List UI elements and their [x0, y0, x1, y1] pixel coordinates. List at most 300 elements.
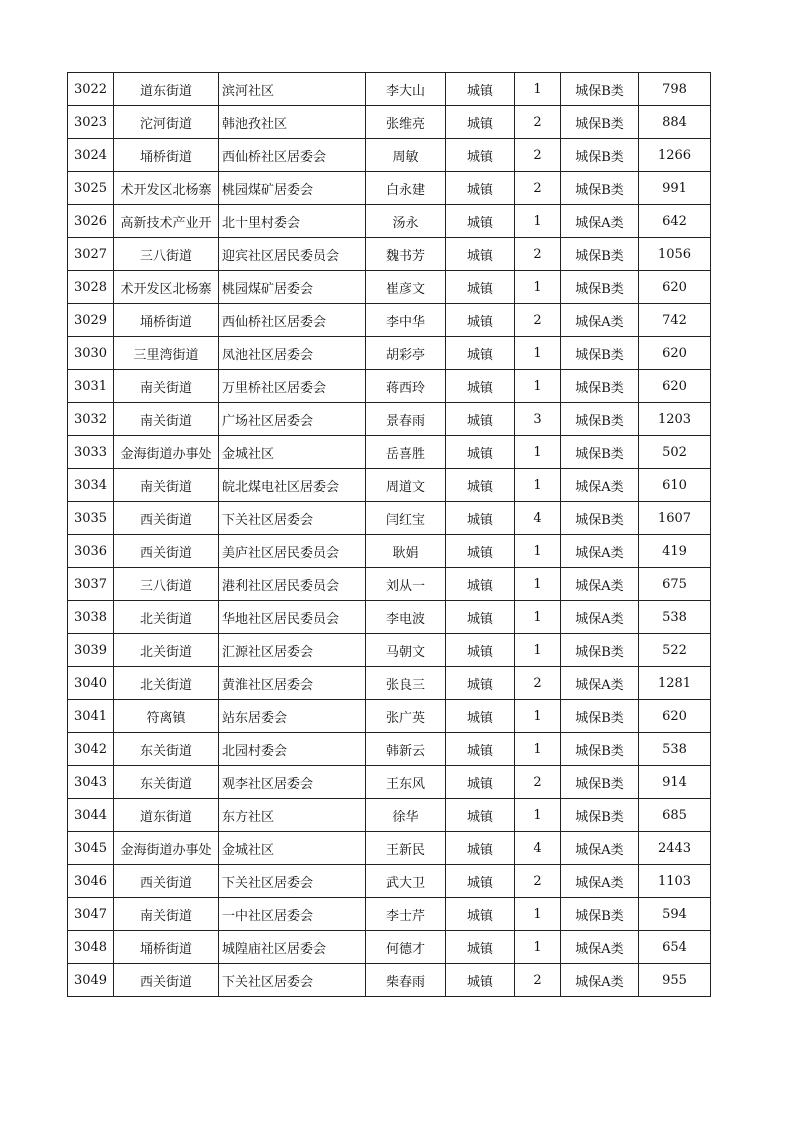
cell-area-type: [446, 535, 515, 568]
cell-area-type-text: 城镇: [466, 512, 493, 528]
cell-street-office-text: 高新技术产业开: [120, 215, 212, 231]
cell-area-type: [446, 832, 515, 865]
cell-street-office-text: 术开发区北杨寨: [120, 281, 212, 297]
cell-area-type: [446, 172, 515, 205]
cell-area-type: [446, 337, 515, 370]
cell-insurance-category: [561, 832, 639, 865]
cell-community-text: 迎宾社区居民委员会: [222, 248, 340, 264]
cell-community: [219, 337, 366, 370]
cell-serial-number-text: 3038: [73, 609, 108, 625]
cell-insurance-category-text: 城保B类: [575, 743, 624, 759]
cell-community: [219, 733, 366, 766]
cell-amount: [639, 766, 711, 799]
cell-household-count-text: 1: [533, 213, 542, 229]
cell-community-text: 汇源社区居委会: [222, 644, 314, 660]
cell-area-type: [446, 106, 515, 139]
cell-person-name-text: 闫红宝: [385, 512, 425, 528]
cell-amount: [639, 700, 711, 733]
cell-area-type: [446, 304, 515, 337]
cell-insurance-category: [561, 139, 639, 172]
cell-street-office-text: 北关街道: [139, 644, 192, 660]
cell-amount: [639, 469, 711, 502]
cell-insurance-category-text: 城保A类: [575, 677, 624, 693]
cell-insurance-category: [561, 106, 639, 139]
cell-street-office-text: 南关街道: [139, 479, 192, 495]
table-row: [68, 898, 711, 931]
cell-insurance-category: [561, 865, 639, 898]
cell-amount-text: 538: [662, 741, 687, 757]
cell-amount-text: 1056: [657, 246, 692, 262]
cell-person-name: [366, 634, 446, 667]
cell-insurance-category-text: 城保A类: [575, 215, 624, 231]
cell-serial-number-text: 3035: [73, 510, 108, 526]
cell-amount-text: 1281: [657, 675, 692, 691]
table-row: [68, 502, 711, 535]
cell-amount: [639, 832, 711, 865]
cell-household-count: [515, 370, 561, 403]
cell-person-name: [366, 535, 446, 568]
cell-amount: [639, 337, 711, 370]
cell-household-count-text: 2: [533, 147, 542, 163]
cell-serial-number: [68, 865, 114, 898]
table-row: [68, 403, 711, 436]
cell-serial-number: [68, 73, 114, 106]
cell-person-name-text: 马朝文: [385, 644, 425, 660]
cell-serial-number: [68, 403, 114, 436]
cell-insurance-category-text: 城保B类: [575, 149, 624, 165]
cell-area-type-text: 城镇: [466, 380, 493, 396]
cell-street-office-text: 金海街道办事处: [120, 842, 212, 858]
cell-area-type-text: 城镇: [466, 677, 493, 693]
cell-community-text: 美庐社区居民委员会: [222, 545, 340, 561]
cell-street-office-text: 东关街道: [139, 743, 192, 759]
cell-person-name-text: 何德才: [385, 941, 425, 957]
cell-person-name: [366, 667, 446, 700]
cell-household-count: [515, 304, 561, 337]
cell-community: [219, 205, 366, 238]
cell-serial-number: [68, 370, 114, 403]
table-row: [68, 535, 711, 568]
cell-serial-number: [68, 634, 114, 667]
cell-insurance-category: [561, 568, 639, 601]
cell-community: [219, 139, 366, 172]
cell-community-text: 皖北煤电社区居委会: [222, 479, 340, 495]
cell-street-office: [114, 370, 219, 403]
cell-area-type: [446, 469, 515, 502]
cell-household-count-text: 2: [533, 675, 542, 691]
cell-person-name-text: 王东风: [385, 776, 425, 792]
cell-street-office: [114, 403, 219, 436]
cell-person-name-text: 李电波: [385, 611, 425, 627]
cell-community-text: 站东居委会: [222, 710, 288, 726]
cell-area-type-text: 城镇: [466, 314, 493, 330]
cell-area-type-text: 城镇: [466, 743, 493, 759]
cell-area-type: [446, 865, 515, 898]
cell-area-type: [446, 139, 515, 172]
cell-community: [219, 106, 366, 139]
cell-amount: [639, 271, 711, 304]
cell-person-name: [366, 568, 446, 601]
cell-serial-number-text: 3045: [73, 840, 108, 856]
cell-amount: [639, 568, 711, 601]
cell-street-office: [114, 238, 219, 271]
cell-amount-text: 594: [662, 906, 687, 922]
cell-household-count: [515, 865, 561, 898]
cell-household-count-text: 1: [533, 543, 542, 559]
cell-community-text: 金城社区: [222, 446, 275, 462]
cell-area-type: [446, 766, 515, 799]
cell-community: [219, 964, 366, 997]
cell-serial-number: [68, 766, 114, 799]
cell-amount-text: 884: [662, 114, 687, 130]
cell-community: [219, 436, 366, 469]
cell-amount: [639, 502, 711, 535]
cell-amount-text: 620: [662, 345, 687, 361]
cell-street-office-text: 东关街道: [139, 776, 192, 792]
cell-street-office-text: 道东街道: [139, 809, 192, 825]
cell-community: [219, 502, 366, 535]
cell-community-text: 滨河社区: [222, 83, 275, 99]
cell-area-type-text: 城镇: [466, 809, 493, 825]
cell-area-type: [446, 403, 515, 436]
cell-serial-number: [68, 898, 114, 931]
cell-household-count-text: 3: [533, 411, 542, 427]
cell-insurance-category: [561, 964, 639, 997]
cell-insurance-category-text: 城保A类: [575, 941, 624, 957]
table-row: [68, 964, 711, 997]
cell-serial-number-text: 3034: [73, 477, 108, 493]
cell-insurance-category-text: 城保B类: [575, 644, 624, 660]
cell-street-office: [114, 436, 219, 469]
cell-person-name: [366, 139, 446, 172]
cell-serial-number-text: 3039: [73, 642, 108, 658]
cell-serial-number: [68, 667, 114, 700]
cell-person-name: [366, 304, 446, 337]
cell-insurance-category-text: 城保A类: [575, 974, 624, 990]
cell-amount: [639, 799, 711, 832]
cell-area-type-text: 城镇: [466, 908, 493, 924]
table-row: [68, 304, 711, 337]
cell-household-count: [515, 106, 561, 139]
table-row: [68, 370, 711, 403]
cell-insurance-category: [561, 205, 639, 238]
cell-community-text: 西仙桥社区居委会: [222, 149, 327, 165]
cell-serial-number: [68, 700, 114, 733]
cell-community-text: 万里桥社区居委会: [222, 380, 327, 396]
cell-household-count-text: 1: [533, 906, 542, 922]
cell-amount: [639, 964, 711, 997]
cell-street-office-text: 埇桥街道: [139, 314, 192, 330]
cell-amount: [639, 898, 711, 931]
cell-community-text: 下关社区居委会: [222, 875, 314, 891]
cell-street-office: [114, 502, 219, 535]
cell-community: [219, 238, 366, 271]
cell-street-office-text: 南关街道: [139, 413, 192, 429]
cell-community: [219, 601, 366, 634]
table-row: [68, 436, 711, 469]
cell-insurance-category: [561, 733, 639, 766]
cell-household-count: [515, 568, 561, 601]
cell-household-count: [515, 766, 561, 799]
cell-insurance-category: [561, 370, 639, 403]
cell-insurance-category: [561, 403, 639, 436]
cell-person-name-text: 周道文: [385, 479, 425, 495]
cell-insurance-category: [561, 700, 639, 733]
cell-serial-number-text: 3046: [73, 873, 108, 889]
cell-household-count-text: 2: [533, 246, 542, 262]
cell-insurance-category: [561, 304, 639, 337]
table-row: [68, 172, 711, 205]
cell-person-name-text: 崔彦文: [385, 281, 425, 297]
cell-street-office: [114, 964, 219, 997]
cell-serial-number-text: 3023: [73, 114, 108, 130]
cell-street-office: [114, 667, 219, 700]
cell-amount-text: 1607: [657, 510, 692, 526]
cell-person-name: [366, 436, 446, 469]
cell-community: [219, 667, 366, 700]
cell-street-office-text: 三八街道: [139, 248, 192, 264]
cell-area-type: [446, 502, 515, 535]
cell-person-name: [366, 106, 446, 139]
cell-insurance-category-text: 城保B类: [575, 83, 624, 99]
cell-area-type-text: 城镇: [466, 215, 493, 231]
cell-insurance-category: [561, 667, 639, 700]
cell-person-name: [366, 370, 446, 403]
cell-household-count-text: 1: [533, 807, 542, 823]
cell-insurance-category: [561, 535, 639, 568]
cell-amount: [639, 436, 711, 469]
cell-serial-number: [68, 535, 114, 568]
cell-amount: [639, 601, 711, 634]
cell-household-count: [515, 271, 561, 304]
cell-street-office-text: 金海街道办事处: [120, 446, 212, 462]
cell-serial-number-text: 3029: [73, 312, 108, 328]
cell-street-office-text: 术开发区北杨寨: [120, 182, 212, 198]
cell-community: [219, 73, 366, 106]
cell-person-name: [366, 601, 446, 634]
cell-street-office: [114, 106, 219, 139]
cell-serial-number-text: 3048: [73, 939, 108, 955]
cell-area-type: [446, 700, 515, 733]
cell-area-type-text: 城镇: [466, 710, 493, 726]
cell-street-office-text: 西关街道: [139, 974, 192, 990]
cell-community: [219, 403, 366, 436]
cell-person-name: [366, 337, 446, 370]
cell-area-type-text: 城镇: [466, 83, 493, 99]
cell-amount-text: 610: [662, 477, 687, 493]
cell-household-count: [515, 733, 561, 766]
cell-serial-number: [68, 271, 114, 304]
cell-street-office-text: 埇桥街道: [139, 941, 192, 957]
cell-serial-number-text: 3040: [73, 675, 108, 691]
cell-street-office-text: 符离镇: [146, 710, 186, 726]
table-body: [68, 73, 711, 997]
cell-community-text: 下关社区居委会: [222, 512, 314, 528]
cell-amount-text: 798: [662, 81, 687, 97]
cell-community-text: 西仙桥社区居委会: [222, 314, 327, 330]
cell-insurance-category: [561, 172, 639, 205]
cell-insurance-category-text: 城保B类: [575, 512, 624, 528]
cell-area-type-text: 城镇: [466, 446, 493, 462]
cell-serial-number: [68, 469, 114, 502]
cell-area-type-text: 城镇: [466, 578, 493, 594]
cell-person-name-text: 汤永: [392, 215, 419, 231]
cell-insurance-category-text: 城保A类: [575, 611, 624, 627]
cell-serial-number: [68, 106, 114, 139]
table-row: [68, 799, 711, 832]
cell-community-text: 北十里村委会: [222, 215, 301, 231]
cell-household-count: [515, 634, 561, 667]
cell-insurance-category: [561, 73, 639, 106]
cell-insurance-category-text: 城保B类: [575, 776, 624, 792]
cell-street-office: [114, 931, 219, 964]
cell-person-name: [366, 700, 446, 733]
cell-street-office: [114, 205, 219, 238]
table-row: [68, 238, 711, 271]
cell-community-text: 东方社区: [222, 809, 275, 825]
cell-amount: [639, 106, 711, 139]
cell-street-office: [114, 73, 219, 106]
cell-serial-number: [68, 568, 114, 601]
cell-household-count-text: 1: [533, 609, 542, 625]
cell-insurance-category-text: 城保A类: [575, 545, 624, 561]
cell-household-count-text: 1: [533, 81, 542, 97]
cell-community-text: 港利社区居民委员会: [222, 578, 340, 594]
cell-insurance-category-text: 城保A类: [575, 842, 624, 858]
cell-household-count: [515, 700, 561, 733]
cell-serial-number-text: 3030: [73, 345, 108, 361]
cell-community-text: 观李社区居委会: [222, 776, 314, 792]
cell-community: [219, 931, 366, 964]
cell-area-type-text: 城镇: [466, 248, 493, 264]
cell-insurance-category-text: 城保B类: [575, 413, 624, 429]
cell-area-type: [446, 898, 515, 931]
cell-amount: [639, 931, 711, 964]
cell-insurance-category-text: 城保B类: [575, 116, 624, 132]
cell-area-type-text: 城镇: [466, 974, 493, 990]
cell-household-count-text: 1: [533, 279, 542, 295]
cell-amount-text: 502: [662, 444, 687, 460]
cell-person-name-text: 白永建: [385, 182, 425, 198]
cell-community: [219, 700, 366, 733]
cell-insurance-category-text: 城保B类: [575, 248, 624, 264]
cell-area-type: [446, 964, 515, 997]
cell-community-text: 桃园煤矿居委会: [222, 281, 314, 297]
cell-area-type: [446, 931, 515, 964]
cell-person-name: [366, 469, 446, 502]
cell-serial-number-text: 3028: [73, 279, 108, 295]
table-row: [68, 469, 711, 502]
cell-serial-number: [68, 139, 114, 172]
cell-area-type-text: 城镇: [466, 281, 493, 297]
cell-street-office: [114, 634, 219, 667]
cell-street-office: [114, 799, 219, 832]
cell-insurance-category: [561, 238, 639, 271]
cell-person-name-text: 蒋西玲: [385, 380, 425, 396]
cell-street-office: [114, 766, 219, 799]
cell-amount-text: 642: [662, 213, 687, 229]
cell-person-name: [366, 898, 446, 931]
cell-community: [219, 535, 366, 568]
cell-person-name: [366, 238, 446, 271]
cell-amount: [639, 172, 711, 205]
cell-household-count-text: 1: [533, 345, 542, 361]
cell-household-count-text: 1: [533, 939, 542, 955]
cell-area-type-text: 城镇: [466, 644, 493, 660]
cell-household-count: [515, 73, 561, 106]
cell-amount-text: 742: [662, 312, 687, 328]
cell-community: [219, 898, 366, 931]
cell-amount: [639, 667, 711, 700]
table-row: [68, 106, 711, 139]
table-row: [68, 700, 711, 733]
cell-amount: [639, 139, 711, 172]
cell-area-type: [446, 634, 515, 667]
cell-street-office-text: 三八街道: [139, 578, 192, 594]
cell-person-name-text: 柴春雨: [385, 974, 425, 990]
cell-street-office: [114, 733, 219, 766]
cell-community-text: 下关社区居委会: [222, 974, 314, 990]
cell-household-count: [515, 337, 561, 370]
cell-household-count: [515, 601, 561, 634]
cell-amount-text: 419: [662, 543, 687, 559]
cell-street-office-text: 西关街道: [139, 545, 192, 561]
cell-household-count: [515, 931, 561, 964]
cell-household-count-text: 1: [533, 642, 542, 658]
cell-community-text: 广场社区居委会: [222, 413, 314, 429]
cell-serial-number-text: 3025: [73, 180, 108, 196]
cell-community: [219, 766, 366, 799]
table-row: [68, 568, 711, 601]
cell-household-count: [515, 436, 561, 469]
cell-household-count: [515, 238, 561, 271]
cell-street-office: [114, 865, 219, 898]
cell-insurance-category-text: 城保A类: [575, 479, 624, 495]
cell-serial-number: [68, 502, 114, 535]
cell-community: [219, 799, 366, 832]
cell-amount: [639, 205, 711, 238]
cell-street-office-text: 道东街道: [139, 83, 192, 99]
cell-household-count: [515, 898, 561, 931]
cell-serial-number-text: 3041: [73, 708, 108, 724]
cell-person-name-text: 岳喜胜: [385, 446, 425, 462]
cell-area-type: [446, 238, 515, 271]
cell-person-name: [366, 172, 446, 205]
cell-insurance-category: [561, 502, 639, 535]
cell-community-text: 金城社区: [222, 842, 275, 858]
cell-amount-text: 914: [662, 774, 687, 790]
cell-person-name: [366, 865, 446, 898]
cell-insurance-category-text: 城保B类: [575, 281, 624, 297]
cell-amount-text: 1203: [657, 411, 692, 427]
cell-person-name: [366, 799, 446, 832]
cell-community: [219, 865, 366, 898]
table-row: [68, 667, 711, 700]
cell-insurance-category: [561, 469, 639, 502]
cell-street-office-text: 北关街道: [139, 611, 192, 627]
cell-serial-number: [68, 304, 114, 337]
cell-community-text: 韩池孜社区: [222, 116, 288, 132]
cell-serial-number-text: 3024: [73, 147, 108, 163]
table-row: [68, 766, 711, 799]
cell-person-name: [366, 766, 446, 799]
cell-person-name-text: 张维亮: [385, 116, 425, 132]
cell-serial-number-text: 3043: [73, 774, 108, 790]
cell-insurance-category-text: 城保A类: [575, 578, 624, 594]
cell-household-count-text: 2: [533, 873, 542, 889]
table-row: [68, 931, 711, 964]
cell-community: [219, 370, 366, 403]
